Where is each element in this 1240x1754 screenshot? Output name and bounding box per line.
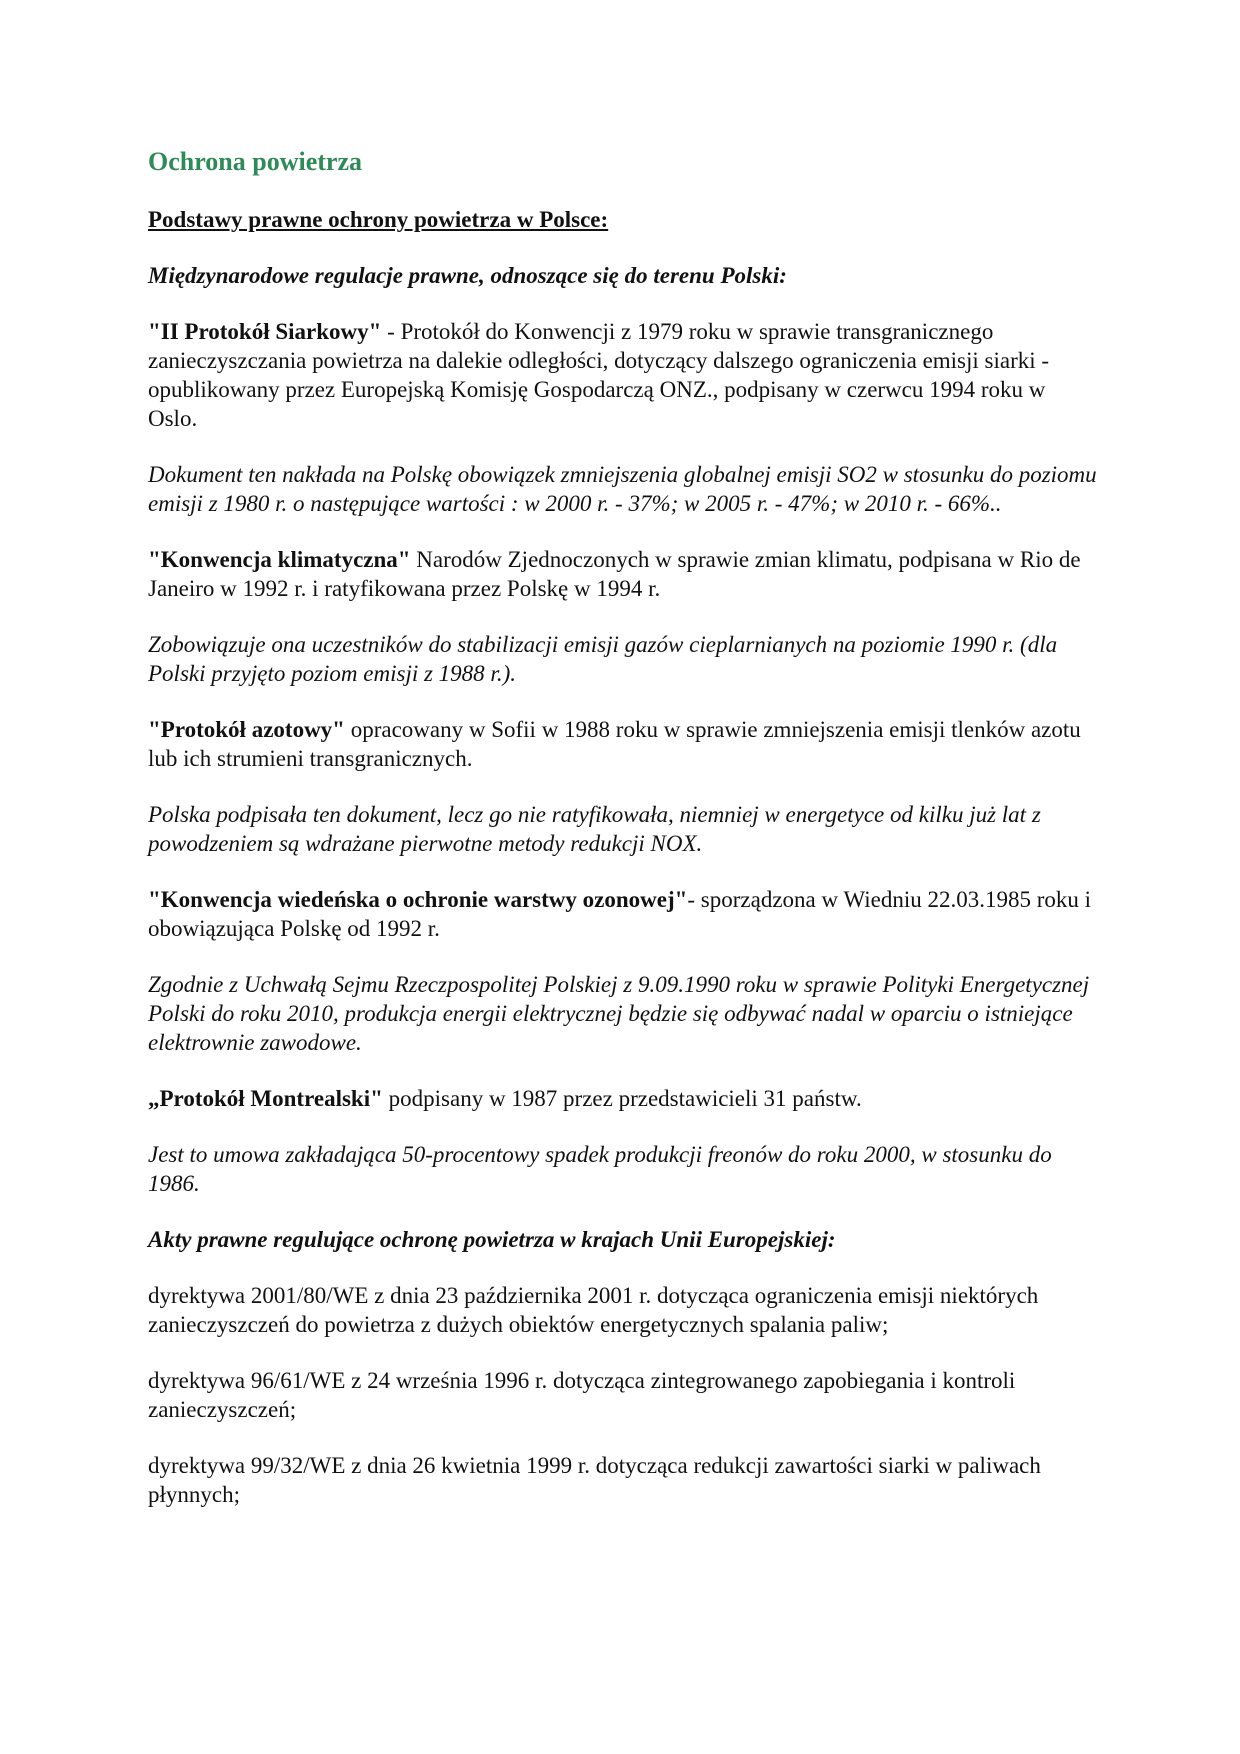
regulation-description: Narodów Zjednoczonych w sprawie zmian klimatu, podpisana w Rio de Janeiro w 1992 r. i ratyfikowana przez Polskę w 1994 r. (148, 547, 1081, 602)
regulation-name: "Protokół azotowy" (148, 717, 345, 743)
regulation-name: „Protokół Montrealski" (148, 1086, 383, 1112)
regulation-description: - Protokół do Konwencji z 1979 roku w sprawie transgranicznego zanieczyszczania powietrza na dalekie odległości, dotyczący dalszego ograniczenia emisji siarki - opublikowany przez Europejską Komisję Gospodarczą ONZ., podpisany w czerwcu 1994 roku w Oslo. (148, 319, 1050, 432)
regulation-description: podpisany w 1987 przez przedstawicieli 31 państw. (382, 1086, 862, 1112)
regulation-paragraph (148, 1084, 1098, 1113)
document-title: Ochrona powietrza (148, 147, 362, 176)
regulation-name: "II Protokół Siarkowy" (148, 319, 382, 345)
regulation-paragraph (148, 545, 1098, 603)
eu-regulations-heading: Akty prawne regulujące ochronę powietrza w krajach Unii Europejskiej: (148, 1227, 836, 1253)
international-regulations-heading: Międzynarodowe regulacje prawne, odnoszące się do terenu Polski: (148, 263, 787, 289)
regulation-name: "Konwencja klimatyczna" (148, 547, 411, 573)
eu-directive-paragraph: dyrektywa 99/32/WE z dnia 26 kwietnia 1999 r. dotycząca redukcji zawartości siarki w paliwach płynnych; (148, 1453, 1041, 1508)
regulation-name: "Konwencja wiedeńska o ochronie warstwy ozonowej" (148, 887, 688, 913)
regulation-note: Zgodnie z Uchwałą Sejmu Rzeczpospolitej Polskiej z 9.09.1990 roku w sprawie Polityki Energetycznej Polski do roku 2010, produkcja energii elektrycznej będzie się odbywać nadal w oparciu o istniejące elektrownie zawodowe. (148, 972, 1090, 1056)
legal-basis-subheading: Podstawy prawne ochrony powietrza w Polsce: (148, 207, 609, 233)
regulation-note: Dokument ten nakłada na Polskę obowiązek zmniejszenia globalnej emisji SO2 w stosunku do poziomu emisji z 1980 r. o następujące wartości : w 2000 r. - 37%; w 2005 r. - 47%; w 2010 r. - 66%.. (148, 462, 1097, 517)
regulation-paragraph (148, 715, 1098, 773)
regulation-description: - sporządzona w Wiedniu 22.03.1985 roku i obowiązująca Polskę od 1992 r. (148, 887, 1092, 942)
eu-directive-paragraph: dyrektywa 96/61/WE z 24 września 1996 r. dotycząca zintegrowanego zapobiegania i kontroli zanieczyszczeń; (148, 1368, 1016, 1423)
regulation-paragraph (148, 317, 1098, 433)
document-page (148, 146, 1098, 1536)
regulation-description: opracowany w Sofii w 1988 roku w sprawie zmniejszenia emisji tlenków azotu lub ich strumieni transgranicznych. (148, 717, 1081, 772)
regulation-note: Zobowiązuje ona uczestników do stabilizacji emisji gazów cieplarnianych na poziomie 1990 r. (dla Polski przyjęto poziom emisji z 1988 r.). (148, 632, 1058, 687)
eu-directive-paragraph: dyrektywa 2001/80/WE z dnia 23 października 2001 r. dotycząca ograniczenia emisji niektórych zanieczyszczeń do powietrza z dużych obiektów energetycznych spalania paliw; (148, 1283, 1039, 1338)
regulation-paragraph (148, 885, 1098, 943)
regulation-note: Polska podpisała ten dokument, lecz go nie ratyfikowała, niemniej w energetyce od kilku już lat z powodzeniem są wdrażane pierwotne metody redukcji NOX. (148, 802, 1041, 857)
regulation-note: Jest to umowa zakładająca 50-procentowy spadek produkcji freonów do roku 2000, w stosunku do 1986. (148, 1142, 1052, 1197)
